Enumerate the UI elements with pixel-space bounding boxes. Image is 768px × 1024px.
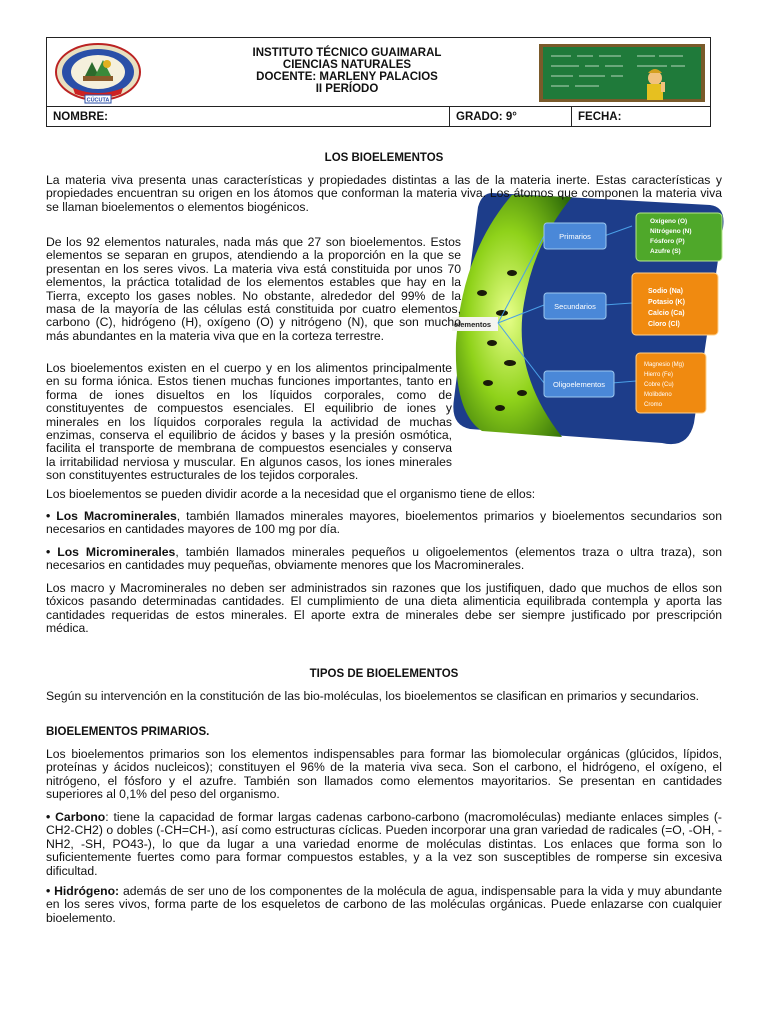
sec-item: Calcio (Ca) [648, 310, 685, 317]
paragraph-carbono [46, 811, 722, 878]
section-title-bioelementos: LOS BIOELEMENTOS [324, 152, 444, 164]
oligo-item: Hierro (Fe) [644, 372, 674, 378]
header-top [47, 38, 710, 106]
diagram-center-label: elementos [454, 320, 492, 329]
date-cell[interactable]: FECHA: [578, 111, 622, 123]
paragraph-microminerales [46, 546, 722, 573]
paragraph-hidrogeno [46, 885, 722, 925]
teacher-name: DOCENTE: MARLENY PALACIOS [256, 71, 438, 83]
paragraph-administration: Los macro y Macrominerales no deben ser administrados sin razones que los justifiquen, dado que muchos de ellos son tóxicos pasando determinadas cantidades. El cumplimiento de una dieta alimenticia equilibrada contempla y aporta las cantidades requeridas de estos minerales. El aporte extra de minerales debe ser siempre justificado por prescripción médica. [46, 581, 722, 636]
oligo-item: Cromo [644, 402, 663, 408]
chalkboard-illustration [537, 42, 707, 104]
logo-text: CÚCUTA [86, 97, 110, 104]
diagram-secundarios: Secundarios [554, 302, 596, 311]
diagram-oligo: Oligoelementos [552, 380, 606, 389]
section-title-primarios: BIOELEMENTOS PRIMARIOS. [46, 726, 210, 738]
paragraph-macrominerales [46, 510, 722, 537]
macro-text: , también llamados minerales mayores, bioelementos primarios y bioelementos secundarios son necesarios en cantidades mayores de 100 mg por día. [46, 509, 722, 537]
carbono-text: : tiene la capacidad de formar largas cadenas carbono-carbono (macromoléculas) mediante enlaces simples (-CH2-CH2) o dobles (-CH=CH-), así como estructuras cíclicas. Pueden incorporar una gran variedad de radicales (=O, -OH, -NH2, -SH, PO43-), lo que da lugar a una variedad enorme de moléculas distintas. Los enlaces que forma son lo suficientemente fuertes como para formar compuestos estables, y a la vez son susceptibles de romperse sin excesiva dificultad. [46, 810, 722, 878]
subject-name: CIENCIAS NATURALES [282, 59, 412, 71]
prim-item: Azufre (S) [650, 248, 681, 255]
oligo-item: Molibdeno [644, 392, 672, 398]
oligo-item: Magnesio (Mg) [644, 362, 685, 368]
paragraph-division: Los bioelementos se pueden dividir acorde a la necesidad que el organismo tiene de ellos: [46, 487, 536, 501]
hidrogeno-text: además de ser uno de los componentes de la molécula de agua, indispensable para la vida y muy abundante en los seres vivos, forma parte de los esqueletos de carbono de las moléculas orgánicas. Puede enlazarse con cualquier bioelemento. [46, 884, 722, 925]
paragraph-classification: Según su intervención en la constitución de las bio-moléculas, los bioelementos se clasifican en primarios y secundarios. [46, 689, 700, 703]
sec-item: Potasio (K) [648, 299, 685, 306]
prim-item: Oxígeno (O) [650, 218, 688, 225]
header-table [46, 37, 711, 127]
header-lines [187, 47, 507, 95]
carbono-label: • Carbono [46, 810, 106, 824]
diagram-primarios: Primarios [559, 232, 591, 241]
paragraph-ions [46, 361, 452, 483]
school-logo [55, 42, 141, 104]
sec-item: Cloro (Cl) [648, 321, 680, 328]
prim-item: Nitrógeno (N) [650, 228, 692, 235]
micro-text: , también llamados minerales pequeños u oligoelementos (elementos traza o ultra traza), son necesarios en cantidades muy pequeñas, obviamente menores que los Macrominerales. [46, 545, 722, 573]
section-title-tipos: TIPOS DE BIOELEMENTOS [309, 668, 459, 680]
paragraph-primarios: Los bioelementos primarios son los elementos indispensables para formar las biomolecular orgánicas (glúcidos, lípidos, proteínas y ácidos nucleicos); constituyen el 96% de la materia viva seca. Son el carbono, el hidrógeno, el oxígeno, el nitrógeno, el fósforo y el azufre. También son llamados como elementos mayoritarios. Se presentan en cantidades superiores al 0,1% del peso del organismo. [46, 747, 722, 802]
hidrogeno-label: • Hidrógeno: [46, 884, 120, 898]
student-info-row [47, 106, 710, 127]
micro-label: • Los Microminerales [46, 545, 176, 559]
institution-name: INSTITUTO TÉCNICO GUAIMARAL [252, 47, 442, 59]
sec-item: Sodio (Na) [648, 288, 683, 295]
period-label: II PERÍODO [315, 83, 379, 95]
paragraph-intro-text: La materia viva presenta unas características y propiedades distintas a las de la materia inerte. Estas características y propiedades encuentran su origen en los átomos que conforman la materia viva. Los átomos que componen la materia viva se llaman bioelementos o elementos biogénicos. [46, 173, 722, 214]
name-cell[interactable]: NOMBRE: [47, 107, 450, 127]
grade-cell: GRADO: 9° [450, 107, 572, 127]
macro-label: • Los Macrominerales [46, 509, 177, 523]
oligo-item: Cobre (Cu) [644, 382, 674, 388]
paragraph-elements: De los 92 elementos naturales, nada más que 27 son bioelementos. Estos elementos se separan en grupos, atendiendo a la proporción en la que se presentan en los seres vivos. La materia viva está constituida por unos 70 elementos, la práctica totalidad de los elementos estables que hay en la Tierra, excepto los gases nobles. No obstante, alrededor del 99% de la masa de la mayoría de las células está constituida por cuatro elementos, carbono (C), hidrógeno (H), oxígeno (O) y nitrógeno (N), que son mucho más abundantes en la materia viva que en la corteza terrestre. [46, 235, 461, 343]
paragraph-intro [46, 174, 722, 226]
prim-item: Fósforo (P) [650, 238, 685, 245]
bioelements-diagram [452, 193, 728, 450]
paragraph-ions-text: Los bioelementos existen en el cuerpo y en los alimentos principalmente en su forma iónica. Estos tienen muchas funciones importantes, tanto en forma de iones disueltos en los líquidos corporales, como de constituyentes de compuestos esenciales. El equilibrio de iones y minerales en los líquidos corporales regula la actividad de muchas enzimas, conserva el equilibrio de ácidos y bases y la presión osmótica, facilita el transporte de membrana de compuestos esenciales y conserva la irritabilidad nerviosa y muscular. En algunos casos, los iones minerales son constituyentes estructurales de los tejidos corporales. [46, 361, 452, 483]
